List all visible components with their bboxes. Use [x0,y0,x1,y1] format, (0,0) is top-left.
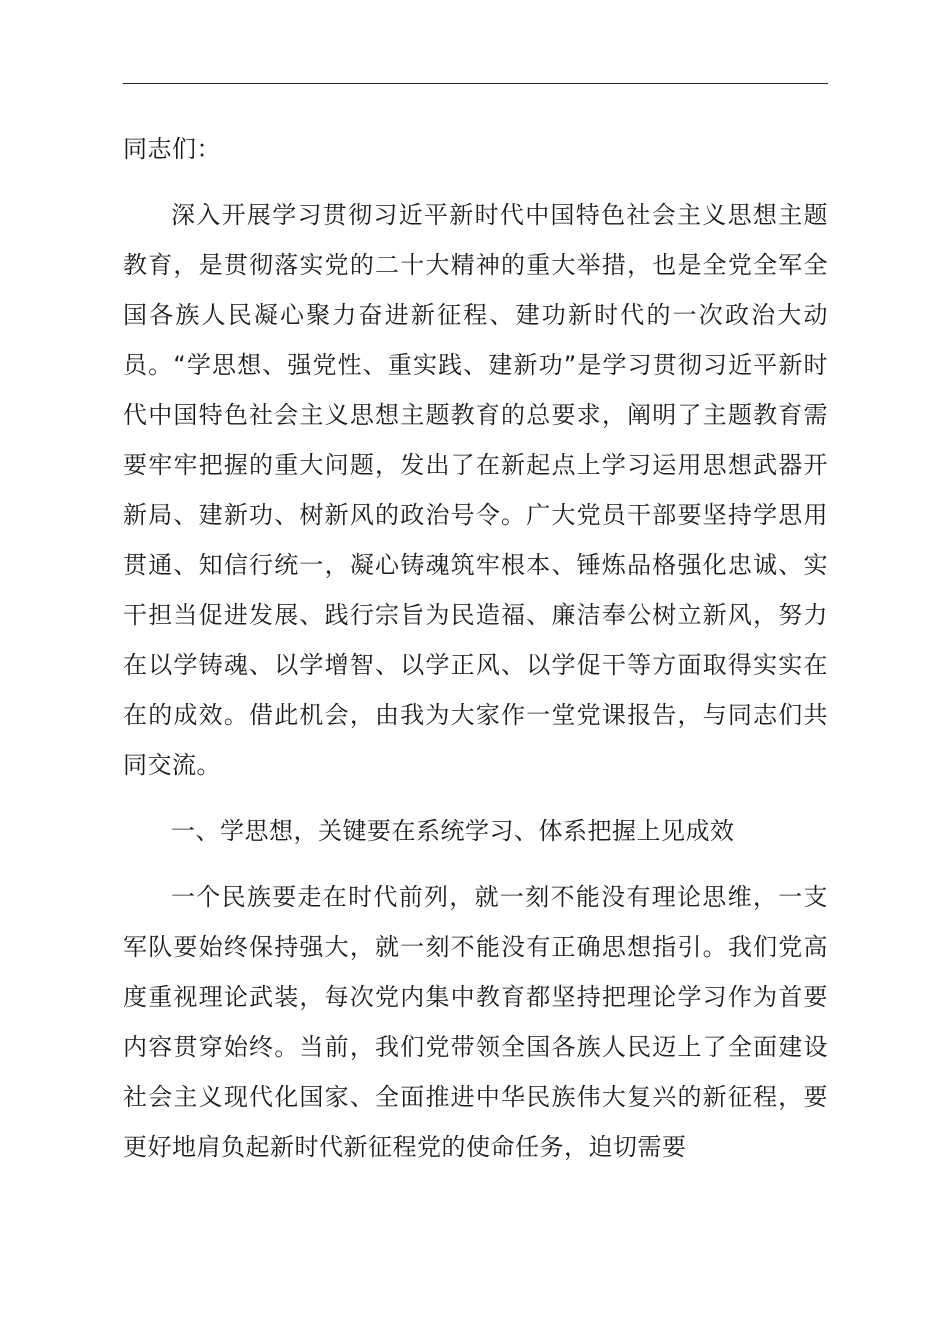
intro-paragraph: 深入开展学习贯彻习近平新时代中国特色社会主义思想主题教育，是贯彻落实党的二十大精神的重大举措，也是全党全军全国各族人民凝心聚力奋进新征程、建功新时代的一次政治大动员。“学思想、强党性、重实践、建新功”是学习贯彻习近平新时代中国特色社会主义思想主题教育的总要求，阐明了主题教育需要牢牢把握的重大问题，发出了在新起点上学习运用思想武器开新局、建新功、树新风的政治号令。广大党员干部要坚持学思用贯通、知信行统一，凝心铸魂筑牢根本、锤炼品格强化忠诚、实干担当促进发展、践行宗旨为民造福、廉洁奉公树立新风，努力在以学铸魂、以学增智、以学正风、以学促干等方面取得实实在在的成效。借此机会，由我为大家作一堂党课报告，与同志们共同交流。 [123,201,828,779]
section-paragraph: 一个民族要走在时代前列，就一刻不能没有理论思维，一支军队要始终保持强大，就一刻不能没有正确思想指引。我们党高度重视理论武装，每次党内集中教育都坚持把理论学习作为首要内容贯穿始终。当前，我们党带领全国各族人民迈上了全面建设社会主义现代化国家、全面推进中华民族伟大复兴的新征程，要更好地肩负起新时代新征程党的使命任务，迫切需要 [123,883,828,1161]
document-body [123,124,828,1188]
section-heading: 一、学思想，关键要在系统学习、体系把握上见成效 [171,817,735,845]
greeting: 同志们： [123,135,221,163]
header-rule [123,83,828,84]
